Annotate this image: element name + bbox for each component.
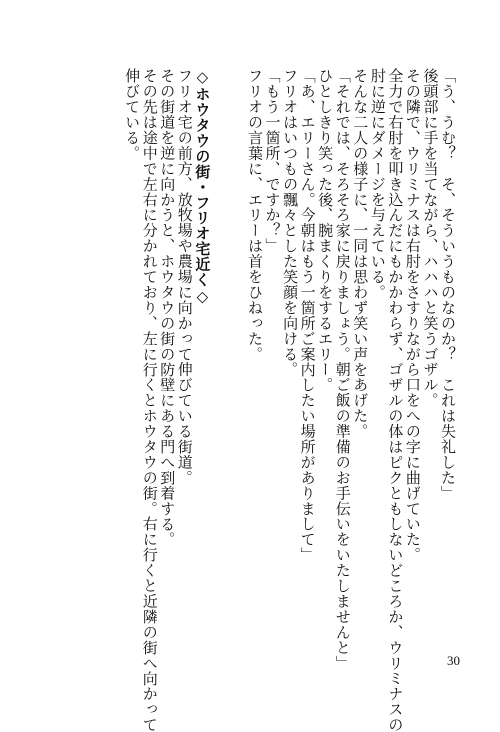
text-line: そんな二人の様子に、一同は思わず笑い声をあげた。: [351, 68, 370, 439]
section-heading: ◇ホウタウの街・フリオ宅近く◇: [193, 68, 212, 306]
blank-line: [228, 68, 246, 628]
page-number: 30: [447, 653, 460, 668]
text-line: フリオの言葉に、エリーは首をひねった。: [245, 68, 264, 362]
text-line: その街道を逆に向かうと、ホウタウの街の防壁にある門へ到着する。: [158, 68, 177, 547]
text-line: 伸びている。: [123, 68, 142, 161]
text-line: ひとしきり笑った後、腕まくりをするエリー。: [316, 68, 335, 393]
text-line: 「もう一箇所、ですか？」: [263, 68, 282, 254]
blank-line: [210, 68, 228, 628]
text-line: 「あ、エリーさん。今朝はもう一箇所ご案内したい場所がありまして」: [298, 68, 317, 563]
text-line: 肘に逆にダメージを与えている。: [368, 68, 387, 300]
text-line: 後頭部に手を当てながら、ハハハと笑うゴザル。: [421, 68, 440, 408]
text-line: 「う、うむ？ そ、そういうものなのか？ これは失礼した」: [439, 68, 457, 501]
text-line: フリオはいつもの飄々とした笑顔を向ける。: [281, 68, 300, 377]
text-line: フリオ宅の前方、放牧場や農場に向かって伸びている街道。: [175, 68, 194, 486]
text-line: その先は途中で左右に分かれており、左に行くとホウタウの街。右に行くと近隣の街へ向かって: [140, 68, 159, 732]
text-line: その隣で、ウリミナスは右肘をさすりながら口をへの字に曲げていた。: [403, 68, 422, 563]
text-line: 全力で右肘を叩き込んだにもかかわらず、ゴザルの体はピクともしないどころか、ウリミナスの: [386, 68, 405, 732]
text-line: 「それでは、そろそろ家に戻りましょう。朝ご飯の準備のお手伝いをいたしませんと」: [333, 68, 352, 671]
